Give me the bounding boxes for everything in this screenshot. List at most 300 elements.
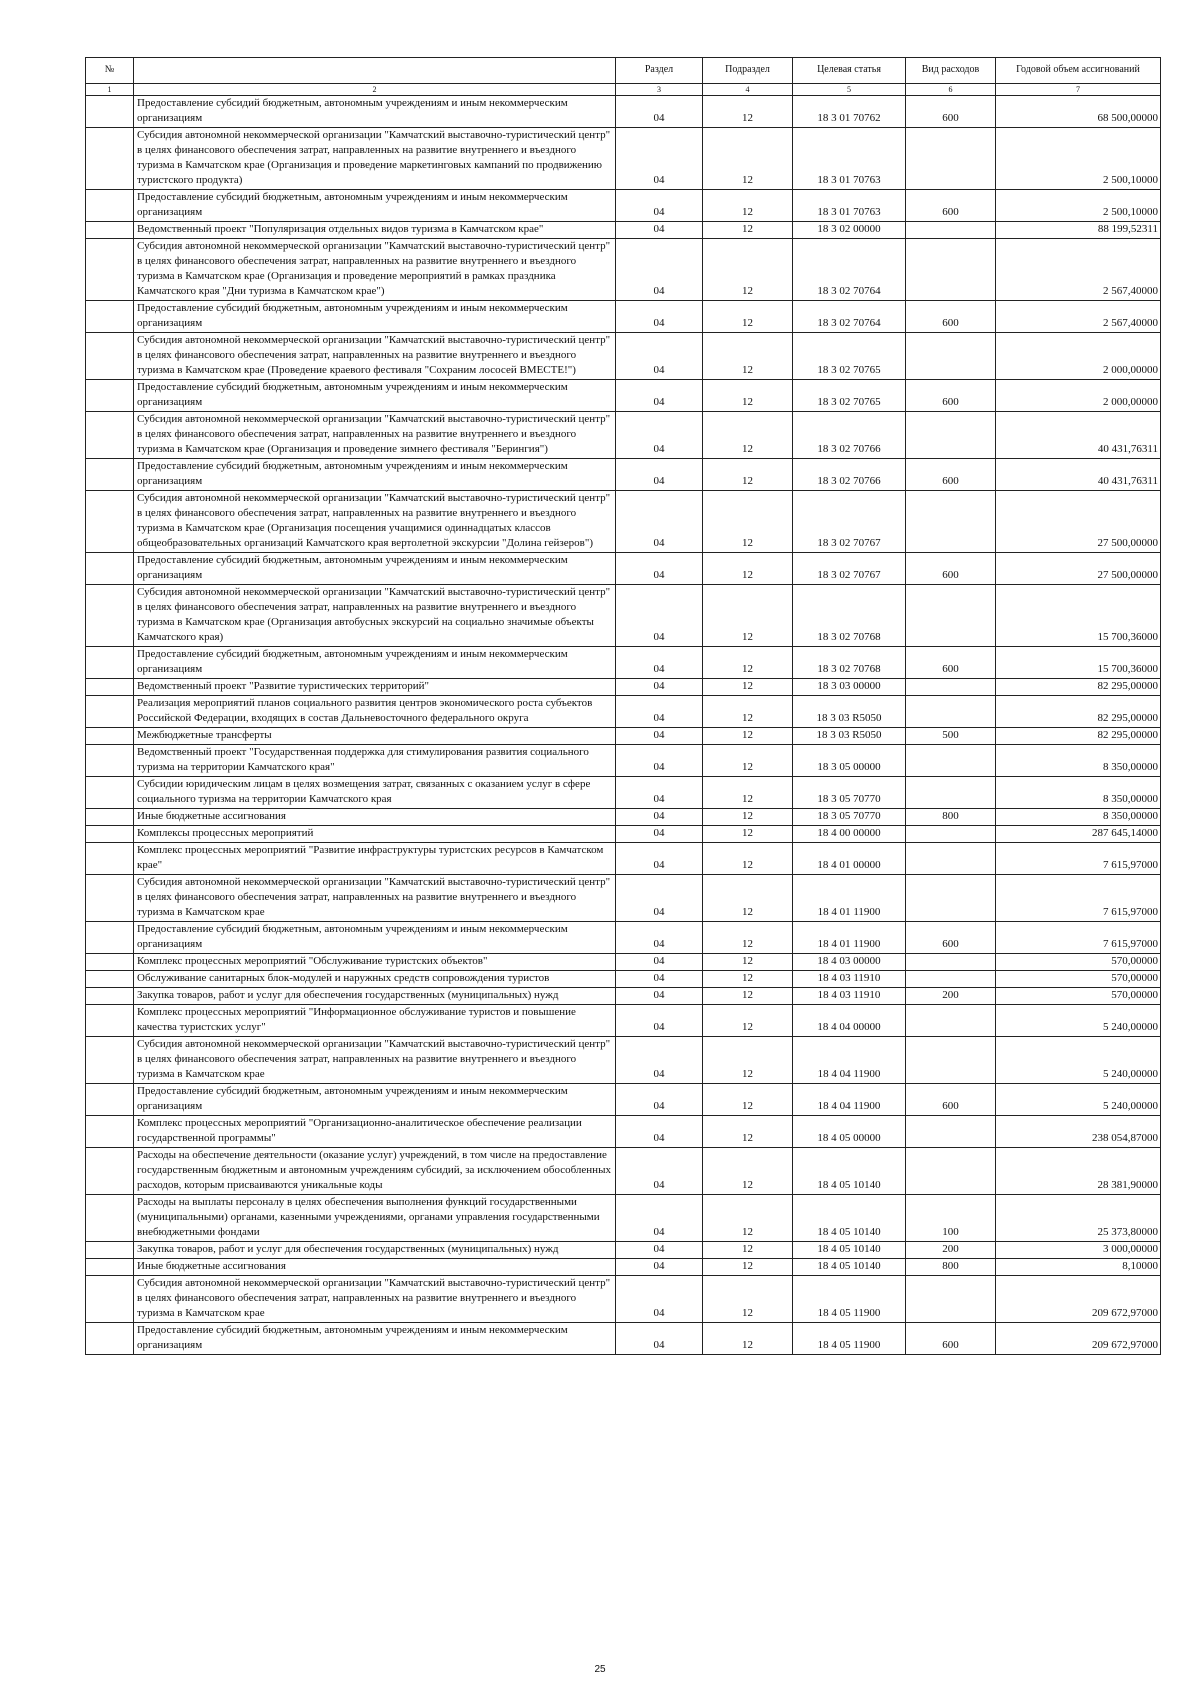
table-row [86, 1259, 1161, 1276]
row-amount: 82 295,00000 [996, 679, 1161, 696]
row-section: 04 [616, 222, 703, 239]
row-article: 18 3 05 70770 [793, 777, 906, 809]
row-name: Иные бюджетные ассигнования [134, 809, 616, 826]
row-amount: 8 350,00000 [996, 777, 1161, 809]
row-name: Субсидия автономной некоммерческой организации "Камчатский выставочно-туристический центр" в целях финансового обеспечения затрат, направленных на развитие внутреннего и въездного туризма в Камчатском крае (Организация и проведение маркетинговых кампаний по продвижению туристского продукта) [134, 128, 616, 190]
row-number [86, 1195, 134, 1242]
table-body [86, 96, 1161, 1355]
row-number [86, 809, 134, 826]
row-article: 18 4 05 00000 [793, 1116, 906, 1148]
row-article: 18 3 02 70764 [793, 301, 906, 333]
row-article: 18 3 02 70764 [793, 239, 906, 301]
row-amount: 570,00000 [996, 954, 1161, 971]
row-section: 04 [616, 1005, 703, 1037]
row-expense-type [906, 222, 996, 239]
row-number [86, 728, 134, 745]
row-number [86, 1148, 134, 1195]
row-name: Предоставление субсидий бюджетным, автономным учреждениям и иным некоммерческим организациям [134, 96, 616, 128]
row-name: Субсидия автономной некоммерческой организации "Камчатский выставочно-туристический центр" в целях финансового обеспечения затрат, направленных на развитие внутреннего и въездного туризма в Камчатском крае (Организация и проведение мероприятий в рамках праздника Камчатского края "Дни туризма в Камчатском крае") [134, 239, 616, 301]
row-expense-type [906, 826, 996, 843]
row-article: 18 4 04 00000 [793, 1005, 906, 1037]
row-article: 18 4 03 00000 [793, 954, 906, 971]
row-name: Комплекс процессных мероприятий "Развитие инфраструктуры туристских ресурсов в Камчатском крае" [134, 843, 616, 875]
table-row [86, 647, 1161, 679]
row-subsection: 12 [703, 1148, 793, 1195]
row-expense-type: 600 [906, 1323, 996, 1355]
row-subsection: 12 [703, 696, 793, 728]
row-article: 18 4 01 11900 [793, 875, 906, 922]
row-article: 18 3 05 70770 [793, 809, 906, 826]
row-amount: 209 672,97000 [996, 1323, 1161, 1355]
row-name: Субсидия автономной некоммерческой организации "Камчатский выставочно-туристический центр" в целях финансового обеспечения затрат, направленных на развитие внутреннего и въездного туризма в Камчатском крае [134, 1037, 616, 1084]
header-number-row [86, 84, 1161, 96]
row-name: Закупка товаров, работ и услуг для обеспечения государственных (муниципальных) нужд [134, 1242, 616, 1259]
row-article: 18 3 03 R5050 [793, 728, 906, 745]
row-name: Субсидия автономной некоммерческой организации "Камчатский выставочно-туристический центр" в целях финансового обеспечения затрат, направленных на развитие внутреннего и въездного туризма в Камчатском крае (Организация и проведение зимнего фестиваля "Берингия") [134, 412, 616, 459]
row-subsection: 12 [703, 1276, 793, 1323]
row-section: 04 [616, 1259, 703, 1276]
table-row [86, 1195, 1161, 1242]
row-number [86, 459, 134, 491]
row-article: 18 4 05 10140 [793, 1259, 906, 1276]
row-subsection: 12 [703, 585, 793, 647]
row-number [86, 647, 134, 679]
table-row [86, 777, 1161, 809]
row-section: 04 [616, 301, 703, 333]
row-article: 18 4 00 00000 [793, 826, 906, 843]
row-expense-type: 600 [906, 459, 996, 491]
row-expense-type: 600 [906, 553, 996, 585]
row-section: 04 [616, 843, 703, 875]
row-section: 04 [616, 728, 703, 745]
table-row [86, 988, 1161, 1005]
row-subsection: 12 [703, 647, 793, 679]
row-expense-type: 200 [906, 988, 996, 1005]
row-article: 18 3 02 00000 [793, 222, 906, 239]
row-section: 04 [616, 585, 703, 647]
row-article: 18 4 05 10140 [793, 1148, 906, 1195]
row-article: 18 4 05 10140 [793, 1242, 906, 1259]
row-article: 18 3 01 70762 [793, 96, 906, 128]
row-amount: 27 500,00000 [996, 553, 1161, 585]
row-name: Комплекс процессных мероприятий "Обслуживание туристских объектов" [134, 954, 616, 971]
row-expense-type [906, 1037, 996, 1084]
table-row [86, 190, 1161, 222]
row-expense-type: 600 [906, 922, 996, 954]
row-amount: 40 431,76311 [996, 459, 1161, 491]
row-section: 04 [616, 745, 703, 777]
row-number [86, 971, 134, 988]
header-amount: Годовой объем ассигнований [996, 58, 1161, 84]
table-row [86, 222, 1161, 239]
row-name: Иные бюджетные ассигнования [134, 1259, 616, 1276]
row-section: 04 [616, 96, 703, 128]
col-number: 2 [134, 84, 616, 96]
row-name: Субсидии юридическим лицам в целях возмещения затрат, связанных с оказанием услуг в сфере социального туризма на территории Камчатского края [134, 777, 616, 809]
row-subsection: 12 [703, 1116, 793, 1148]
row-article: 18 3 02 70765 [793, 333, 906, 380]
table-row [86, 1323, 1161, 1355]
row-article: 18 3 01 70763 [793, 128, 906, 190]
header-row [86, 58, 1161, 84]
row-number [86, 1037, 134, 1084]
row-amount: 27 500,00000 [996, 491, 1161, 553]
header-article: Целевая статья [793, 58, 906, 84]
row-expense-type [906, 843, 996, 875]
row-number [86, 585, 134, 647]
header-subsection: Подраздел [703, 58, 793, 84]
row-expense-type: 600 [906, 301, 996, 333]
row-expense-type: 500 [906, 728, 996, 745]
row-subsection: 12 [703, 128, 793, 190]
table-row [86, 922, 1161, 954]
row-name: Комплекс процессных мероприятий "Организационно-аналитическое обеспечение реализации государственной программы" [134, 1116, 616, 1148]
row-amount: 209 672,97000 [996, 1276, 1161, 1323]
row-expense-type: 600 [906, 380, 996, 412]
row-name: Субсидия автономной некоммерческой организации "Камчатский выставочно-туристический центр" в целях финансового обеспечения затрат, направленных на развитие внутреннего и въездного туризма в Камчатском крае (Проведение краевого фестиваля "Сохраним лососей ВМЕСТЕ!") [134, 333, 616, 380]
row-number [86, 826, 134, 843]
row-subsection: 12 [703, 777, 793, 809]
row-subsection: 12 [703, 380, 793, 412]
col-number: 6 [906, 84, 996, 96]
row-section: 04 [616, 553, 703, 585]
row-number [86, 679, 134, 696]
row-subsection: 12 [703, 826, 793, 843]
row-amount: 5 240,00000 [996, 1005, 1161, 1037]
row-number [86, 1242, 134, 1259]
table-row [86, 333, 1161, 380]
row-section: 04 [616, 679, 703, 696]
row-expense-type [906, 1276, 996, 1323]
row-expense-type [906, 1005, 996, 1037]
row-number [86, 301, 134, 333]
table-row [86, 843, 1161, 875]
row-subsection: 12 [703, 875, 793, 922]
row-amount: 2 500,10000 [996, 190, 1161, 222]
page-number: 25 [594, 1664, 606, 1675]
row-amount: 2 567,40000 [996, 301, 1161, 333]
row-section: 04 [616, 333, 703, 380]
row-section: 04 [616, 647, 703, 679]
row-expense-type [906, 491, 996, 553]
row-section: 04 [616, 971, 703, 988]
row-section: 04 [616, 922, 703, 954]
row-number [86, 553, 134, 585]
row-subsection: 12 [703, 1242, 793, 1259]
row-subsection: 12 [703, 459, 793, 491]
row-number [86, 1259, 134, 1276]
row-expense-type: 600 [906, 647, 996, 679]
row-article: 18 3 02 70767 [793, 553, 906, 585]
table-row [86, 380, 1161, 412]
row-number [86, 239, 134, 301]
row-amount: 25 373,80000 [996, 1195, 1161, 1242]
row-number [86, 190, 134, 222]
row-name: Обслуживание санитарных блок-модулей и наружных средств сопровождения туристов [134, 971, 616, 988]
table-row [86, 459, 1161, 491]
row-amount: 3 000,00000 [996, 1242, 1161, 1259]
row-section: 04 [616, 954, 703, 971]
table-row [86, 1037, 1161, 1084]
row-name: Расходы на обеспечение деятельности (оказание услуг) учреждений, в том числе на предоставление государственным бюджетным и автономным учреждениям субсидий, за исключением обособленных расходов, которым присваиваются уникальные коды [134, 1148, 616, 1195]
row-amount: 40 431,76311 [996, 412, 1161, 459]
table-row [86, 809, 1161, 826]
row-name: Предоставление субсидий бюджетным, автономным учреждениям и иным некоммерческим организациям [134, 380, 616, 412]
row-section: 04 [616, 875, 703, 922]
row-subsection: 12 [703, 333, 793, 380]
row-expense-type [906, 875, 996, 922]
table-row [86, 1148, 1161, 1195]
row-section: 04 [616, 491, 703, 553]
row-name: Субсидия автономной некоммерческой организации "Камчатский выставочно-туристический центр" в целях финансового обеспечения затрат, направленных на развитие внутреннего и въездного туризма в Камчатском крае (Организация посещения учащимися одиннадцатых классов общеобразовательных организаций Камчатского края вертолетной экскурсии "Долина гейзеров") [134, 491, 616, 553]
row-amount: 2 000,00000 [996, 380, 1161, 412]
row-amount: 15 700,36000 [996, 647, 1161, 679]
row-section: 04 [616, 826, 703, 843]
row-number [86, 412, 134, 459]
row-subsection: 12 [703, 96, 793, 128]
row-subsection: 12 [703, 971, 793, 988]
row-name: Закупка товаров, работ и услуг для обеспечения государственных (муниципальных) нужд [134, 988, 616, 1005]
header-name [134, 58, 616, 84]
row-number [86, 1005, 134, 1037]
row-article: 18 4 05 10140 [793, 1195, 906, 1242]
table-row [86, 696, 1161, 728]
row-section: 04 [616, 1116, 703, 1148]
row-number [86, 777, 134, 809]
row-expense-type [906, 239, 996, 301]
row-amount: 570,00000 [996, 971, 1161, 988]
row-section: 04 [616, 1323, 703, 1355]
row-expense-type [906, 412, 996, 459]
row-amount: 570,00000 [996, 988, 1161, 1005]
table-row [86, 585, 1161, 647]
budget-table-sheet [85, 57, 1160, 1355]
row-subsection: 12 [703, 679, 793, 696]
row-subsection: 12 [703, 922, 793, 954]
table-row [86, 412, 1161, 459]
row-name: Предоставление субсидий бюджетным, автономным учреждениям и иным некоммерческим организациям [134, 459, 616, 491]
row-number [86, 1323, 134, 1355]
row-expense-type: 100 [906, 1195, 996, 1242]
row-amount: 82 295,00000 [996, 728, 1161, 745]
row-subsection: 12 [703, 954, 793, 971]
table-row [86, 239, 1161, 301]
row-amount: 287 645,14000 [996, 826, 1161, 843]
row-amount: 238 054,87000 [996, 1116, 1161, 1148]
row-number [86, 128, 134, 190]
row-name: Субсидия автономной некоммерческой организации "Камчатский выставочно-туристический центр" в целях финансового обеспечения затрат, направленных на развитие внутреннего и въездного туризма в Камчатском крае (Организация автобусных экскурсий на социально значимые объекты Камчатского края) [134, 585, 616, 647]
row-expense-type [906, 954, 996, 971]
row-amount: 28 381,90000 [996, 1148, 1161, 1195]
row-name: Предоставление субсидий бюджетным, автономным учреждениям и иным некоммерческим организациям [134, 301, 616, 333]
row-article: 18 4 01 11900 [793, 922, 906, 954]
table-row [86, 679, 1161, 696]
row-expense-type: 600 [906, 96, 996, 128]
row-amount: 2 000,00000 [996, 333, 1161, 380]
row-name: Расходы на выплаты персоналу в целях обеспечения выполнения функций государственными (муниципальными) органами, казенными учреждениями, органами управления государственными внебюджетными фондами [134, 1195, 616, 1242]
col-number: 3 [616, 84, 703, 96]
row-expense-type [906, 585, 996, 647]
row-amount: 8 350,00000 [996, 809, 1161, 826]
row-expense-type [906, 1148, 996, 1195]
row-section: 04 [616, 190, 703, 222]
row-amount: 2 567,40000 [996, 239, 1161, 301]
row-subsection: 12 [703, 1005, 793, 1037]
budget-table [85, 57, 1161, 1355]
row-subsection: 12 [703, 1323, 793, 1355]
row-number [86, 954, 134, 971]
row-name: Ведомственный проект "Развитие туристических территорий" [134, 679, 616, 696]
row-section: 04 [616, 1037, 703, 1084]
row-amount: 88 199,52311 [996, 222, 1161, 239]
row-number [86, 922, 134, 954]
row-subsection: 12 [703, 190, 793, 222]
row-amount: 15 700,36000 [996, 585, 1161, 647]
row-section: 04 [616, 1242, 703, 1259]
row-expense-type [906, 679, 996, 696]
row-subsection: 12 [703, 412, 793, 459]
row-subsection: 12 [703, 222, 793, 239]
row-article: 18 3 02 70767 [793, 491, 906, 553]
row-subsection: 12 [703, 988, 793, 1005]
col-number: 7 [996, 84, 1161, 96]
row-article: 18 3 02 70765 [793, 380, 906, 412]
row-name: Предоставление субсидий бюджетным, автономным учреждениям и иным некоммерческим организациям [134, 922, 616, 954]
row-section: 04 [616, 239, 703, 301]
row-article: 18 3 02 70768 [793, 647, 906, 679]
row-article: 18 4 01 00000 [793, 843, 906, 875]
row-name: Ведомственный проект "Государственная поддержка для стимулирования развития социального туризма на территории Камчатского края" [134, 745, 616, 777]
row-name: Реализация мероприятий планов социального развития центров экономического роста субъектов Российской Федерации, входящих в состав Дальневосточного федерального округа [134, 696, 616, 728]
table-row [86, 954, 1161, 971]
row-article: 18 4 04 11900 [793, 1084, 906, 1116]
table-row [86, 728, 1161, 745]
table-row [86, 1242, 1161, 1259]
row-number [86, 875, 134, 922]
row-amount: 5 240,00000 [996, 1084, 1161, 1116]
row-article: 18 3 02 70766 [793, 412, 906, 459]
row-amount: 2 500,10000 [996, 128, 1161, 190]
row-number [86, 491, 134, 553]
table-row [86, 875, 1161, 922]
row-section: 04 [616, 459, 703, 491]
row-amount: 68 500,00000 [996, 96, 1161, 128]
row-expense-type: 600 [906, 190, 996, 222]
row-section: 04 [616, 777, 703, 809]
row-subsection: 12 [703, 239, 793, 301]
row-article: 18 4 05 11900 [793, 1276, 906, 1323]
row-subsection: 12 [703, 809, 793, 826]
table-row [86, 96, 1161, 128]
row-article: 18 3 05 00000 [793, 745, 906, 777]
table-row [86, 826, 1161, 843]
row-section: 04 [616, 809, 703, 826]
row-amount: 7 615,97000 [996, 843, 1161, 875]
row-name: Предоставление субсидий бюджетным, автономным учреждениям и иным некоммерческим организациям [134, 1084, 616, 1116]
row-expense-type: 800 [906, 1259, 996, 1276]
row-expense-type [906, 696, 996, 728]
row-expense-type [906, 745, 996, 777]
row-article: 18 4 05 11900 [793, 1323, 906, 1355]
row-section: 04 [616, 1276, 703, 1323]
row-name: Субсидия автономной некоммерческой организации "Камчатский выставочно-туристический центр" в целях финансового обеспечения затрат, направленных на развитие внутреннего и въездного туризма в Камчатском крае [134, 1276, 616, 1323]
row-name: Комплексы процессных мероприятий [134, 826, 616, 843]
row-number [86, 988, 134, 1005]
row-name: Ведомственный проект "Популяризация отдельных видов туризма в Камчатском крае" [134, 222, 616, 239]
row-subsection: 12 [703, 745, 793, 777]
row-name: Межбюджетные трансферты [134, 728, 616, 745]
row-subsection: 12 [703, 301, 793, 333]
row-expense-type: 600 [906, 1084, 996, 1116]
row-amount: 82 295,00000 [996, 696, 1161, 728]
row-section: 04 [616, 1195, 703, 1242]
row-amount: 7 615,97000 [996, 922, 1161, 954]
row-subsection: 12 [703, 491, 793, 553]
col-number: 4 [703, 84, 793, 96]
row-number [86, 1084, 134, 1116]
row-expense-type [906, 777, 996, 809]
row-subsection: 12 [703, 728, 793, 745]
header-expense: Вид расходов [906, 58, 996, 84]
row-name: Предоставление субсидий бюджетным, автономным учреждениям и иным некоммерческим организациям [134, 1323, 616, 1355]
row-name: Предоставление субсидий бюджетным, автономным учреждениям и иным некоммерческим организациям [134, 190, 616, 222]
table-row [86, 491, 1161, 553]
row-name: Субсидия автономной некоммерческой организации "Камчатский выставочно-туристический центр" в целях финансового обеспечения затрат, направленных на развитие внутреннего и въездного туризма в Камчатском крае [134, 875, 616, 922]
row-number [86, 222, 134, 239]
row-subsection: 12 [703, 1259, 793, 1276]
row-article: 18 3 01 70763 [793, 190, 906, 222]
table-row [86, 971, 1161, 988]
row-number [86, 696, 134, 728]
row-number [86, 1276, 134, 1323]
row-number [86, 843, 134, 875]
row-expense-type [906, 971, 996, 988]
table-row [86, 745, 1161, 777]
row-subsection: 12 [703, 1037, 793, 1084]
table-row [86, 553, 1161, 585]
row-article: 18 4 03 11910 [793, 971, 906, 988]
row-amount: 7 615,97000 [996, 875, 1161, 922]
row-article: 18 3 03 00000 [793, 679, 906, 696]
col-number: 1 [86, 84, 134, 96]
row-subsection: 12 [703, 1195, 793, 1242]
row-section: 04 [616, 988, 703, 1005]
row-section: 04 [616, 1084, 703, 1116]
header-section: Раздел [616, 58, 703, 84]
row-number [86, 380, 134, 412]
row-number [86, 96, 134, 128]
row-name: Предоставление субсидий бюджетным, автономным учреждениям и иным некоммерческим организациям [134, 647, 616, 679]
row-article: 18 3 02 70768 [793, 585, 906, 647]
row-amount: 8,10000 [996, 1259, 1161, 1276]
table-row [86, 1276, 1161, 1323]
row-article: 18 3 03 R5050 [793, 696, 906, 728]
row-name: Предоставление субсидий бюджетным, автономным учреждениям и иным некоммерческим организациям [134, 553, 616, 585]
row-expense-type: 800 [906, 809, 996, 826]
row-expense-type [906, 333, 996, 380]
row-section: 04 [616, 128, 703, 190]
row-article: 18 3 02 70766 [793, 459, 906, 491]
col-number: 5 [793, 84, 906, 96]
row-section: 04 [616, 696, 703, 728]
row-expense-type [906, 1116, 996, 1148]
row-subsection: 12 [703, 1084, 793, 1116]
table-row [86, 128, 1161, 190]
row-article: 18 4 04 11900 [793, 1037, 906, 1084]
row-section: 04 [616, 380, 703, 412]
row-section: 04 [616, 1148, 703, 1195]
row-section: 04 [616, 412, 703, 459]
